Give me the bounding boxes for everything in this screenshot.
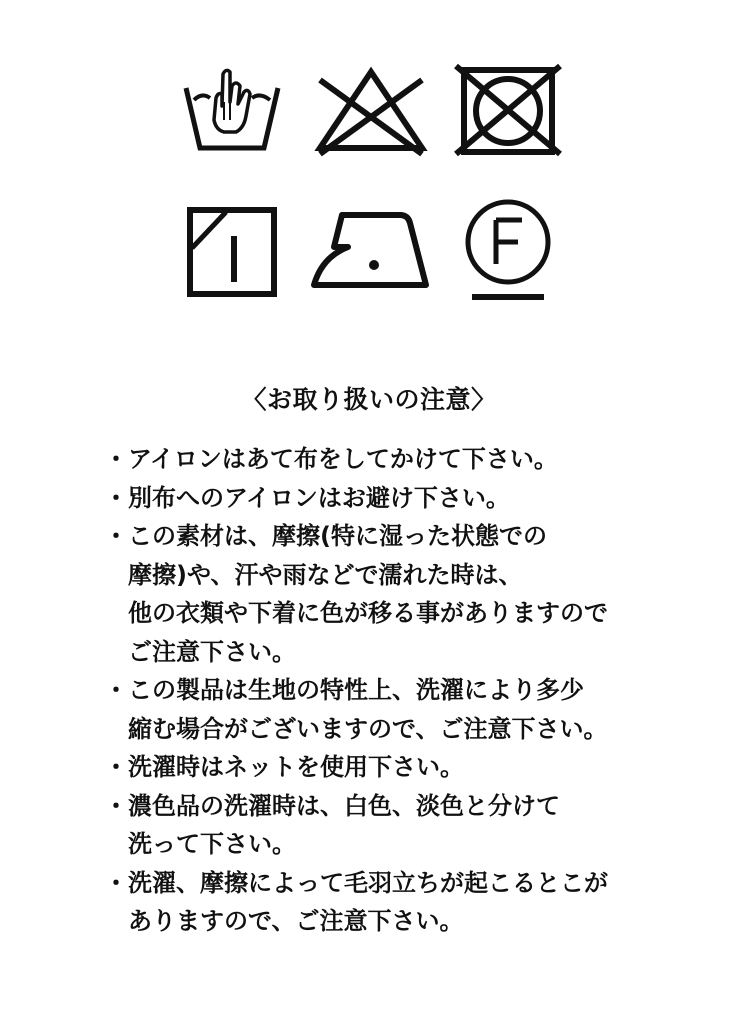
bullet: ・: [104, 868, 128, 897]
bullet: ・: [104, 753, 128, 781]
note-line: 摩擦)や、汗や雨などで濡れた時は、: [128, 560, 523, 589]
bullet: ・: [104, 791, 128, 820]
dry-clean-f-icon: [458, 198, 558, 304]
no-tumble-dry-icon: [452, 62, 564, 158]
note-line: 別布へのアイロンはお避け下さい。: [128, 483, 510, 512]
drip-dry-shade-icon: [184, 204, 280, 300]
note-line: 洗濯時はネットを使用下さい。: [128, 753, 464, 781]
note-line: ご注意下さい。: [128, 637, 296, 666]
bullet: ・: [104, 483, 128, 512]
note-line: 縮む場合がございますので、ご注意下さい。: [128, 714, 608, 743]
bullet: ・: [104, 522, 128, 550]
list-item: [104, 671, 724, 748]
no-bleach-icon: [312, 66, 430, 158]
note-line: 洗って下さい。: [128, 830, 296, 858]
note-line: 濃色品の洗濯時は、白色、淡色と分けて: [128, 791, 560, 820]
note-line: アイロンはあて布をしてかけて下さい。: [128, 445, 558, 473]
note-line: この素材は、摩擦(特に湿った状態での: [128, 522, 547, 550]
bullet: ・: [104, 676, 128, 704]
list-item: [104, 748, 724, 787]
list-item: [104, 517, 724, 671]
note-line: 洗濯、摩擦によって毛羽立ちが起こるとこが: [128, 868, 608, 897]
list-item: [104, 787, 724, 864]
note-line: 他の衣類や下着に色が移る事がありますので: [128, 599, 608, 627]
note-line: ありますので、ご注意下さい。: [128, 907, 464, 935]
list-item: [104, 479, 724, 518]
iron-low-temp-icon: [308, 205, 432, 291]
care-notes-list: [104, 440, 724, 941]
list-item: [104, 440, 724, 479]
bullet: ・: [104, 445, 128, 473]
list-item: [104, 864, 724, 941]
hand-wash-icon: [180, 62, 282, 156]
note-line: この製品は生地の特性上、洗濯により多少: [128, 676, 584, 704]
page-title: 〈お取り扱いの注意〉: [241, 385, 497, 414]
